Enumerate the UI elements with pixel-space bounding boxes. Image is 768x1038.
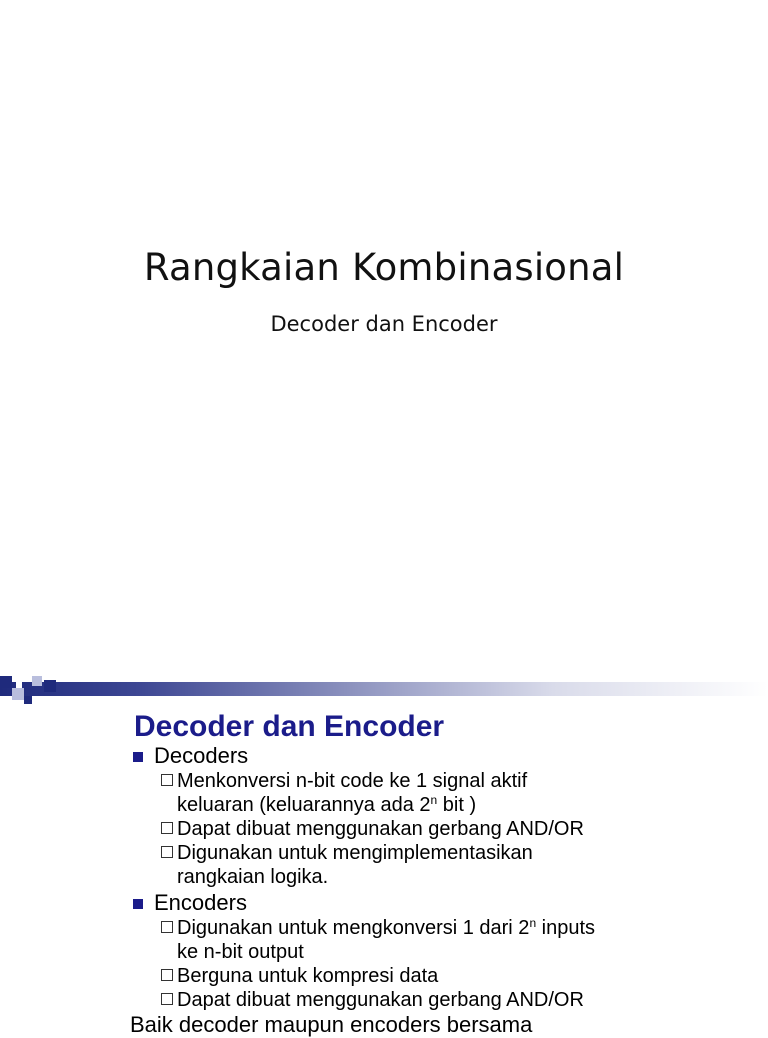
sub-item [130, 769, 750, 817]
sub-item-text: Digunakan untuk mengkonversi 1 dari 2 [177, 917, 530, 939]
hollow-square-bullet-icon [161, 846, 173, 858]
content-title: Decoder dan Encoder [134, 710, 445, 743]
sub-item [130, 841, 750, 889]
hollow-square-bullet-icon [161, 774, 173, 786]
sub-item-text: keluaran (keluarannya ada 2 [177, 794, 431, 816]
decor-square [32, 676, 42, 686]
slide-subtitle: Decoder dan Encoder [270, 312, 498, 336]
hollow-square-bullet-icon [161, 969, 173, 981]
hollow-square-bullet-icon [161, 822, 173, 834]
content-slide [0, 640, 768, 1037]
slide-title: Rangkaian Kombinasional [143, 246, 625, 289]
sub-item-text: inputs [536, 917, 596, 939]
sub-item [130, 817, 750, 841]
square-bullet-icon [133, 899, 143, 909]
header-decoration-band [0, 682, 768, 696]
decor-square [24, 696, 32, 704]
truncated-bullet-text: Baik decoder maupun encoders bersama [130, 1012, 533, 1037]
hollow-square-bullet-icon [161, 921, 173, 933]
sub-item-text: Digunakan untuk mengimplementasikan [177, 842, 533, 864]
decor-square [44, 680, 56, 692]
square-bullet-icon [133, 752, 143, 762]
sub-item-text: rangkaian logika. [177, 866, 329, 888]
sub-item-text: ke n-bit output [177, 941, 304, 963]
sub-item [130, 964, 750, 988]
sub-item [130, 916, 750, 964]
sub-item-text: Dapat dibuat menggunakan gerbang AND/OR [177, 989, 584, 1011]
sub-item-text: bit ) [437, 794, 477, 816]
hollow-square-bullet-icon [161, 993, 173, 1005]
decor-square [12, 688, 24, 700]
sub-item [130, 988, 750, 1012]
sub-item-text: Menkonversi n-bit code ke 1 signal aktif [177, 770, 528, 792]
bullet-list [130, 742, 750, 1012]
list-item-encoders [130, 890, 750, 916]
superscript: n [430, 793, 438, 807]
sub-item-text: Dapat dibuat menggunakan gerbang AND/OR [177, 818, 584, 840]
list-item-label: Encoders [154, 890, 247, 915]
superscript: n [529, 916, 537, 930]
sub-item-text: Berguna untuk kompresi data [177, 965, 439, 987]
list-item-decoders [130, 743, 750, 769]
decor-square [16, 682, 22, 688]
decor-square [0, 676, 12, 688]
list-item-label: Decoders [154, 743, 249, 768]
